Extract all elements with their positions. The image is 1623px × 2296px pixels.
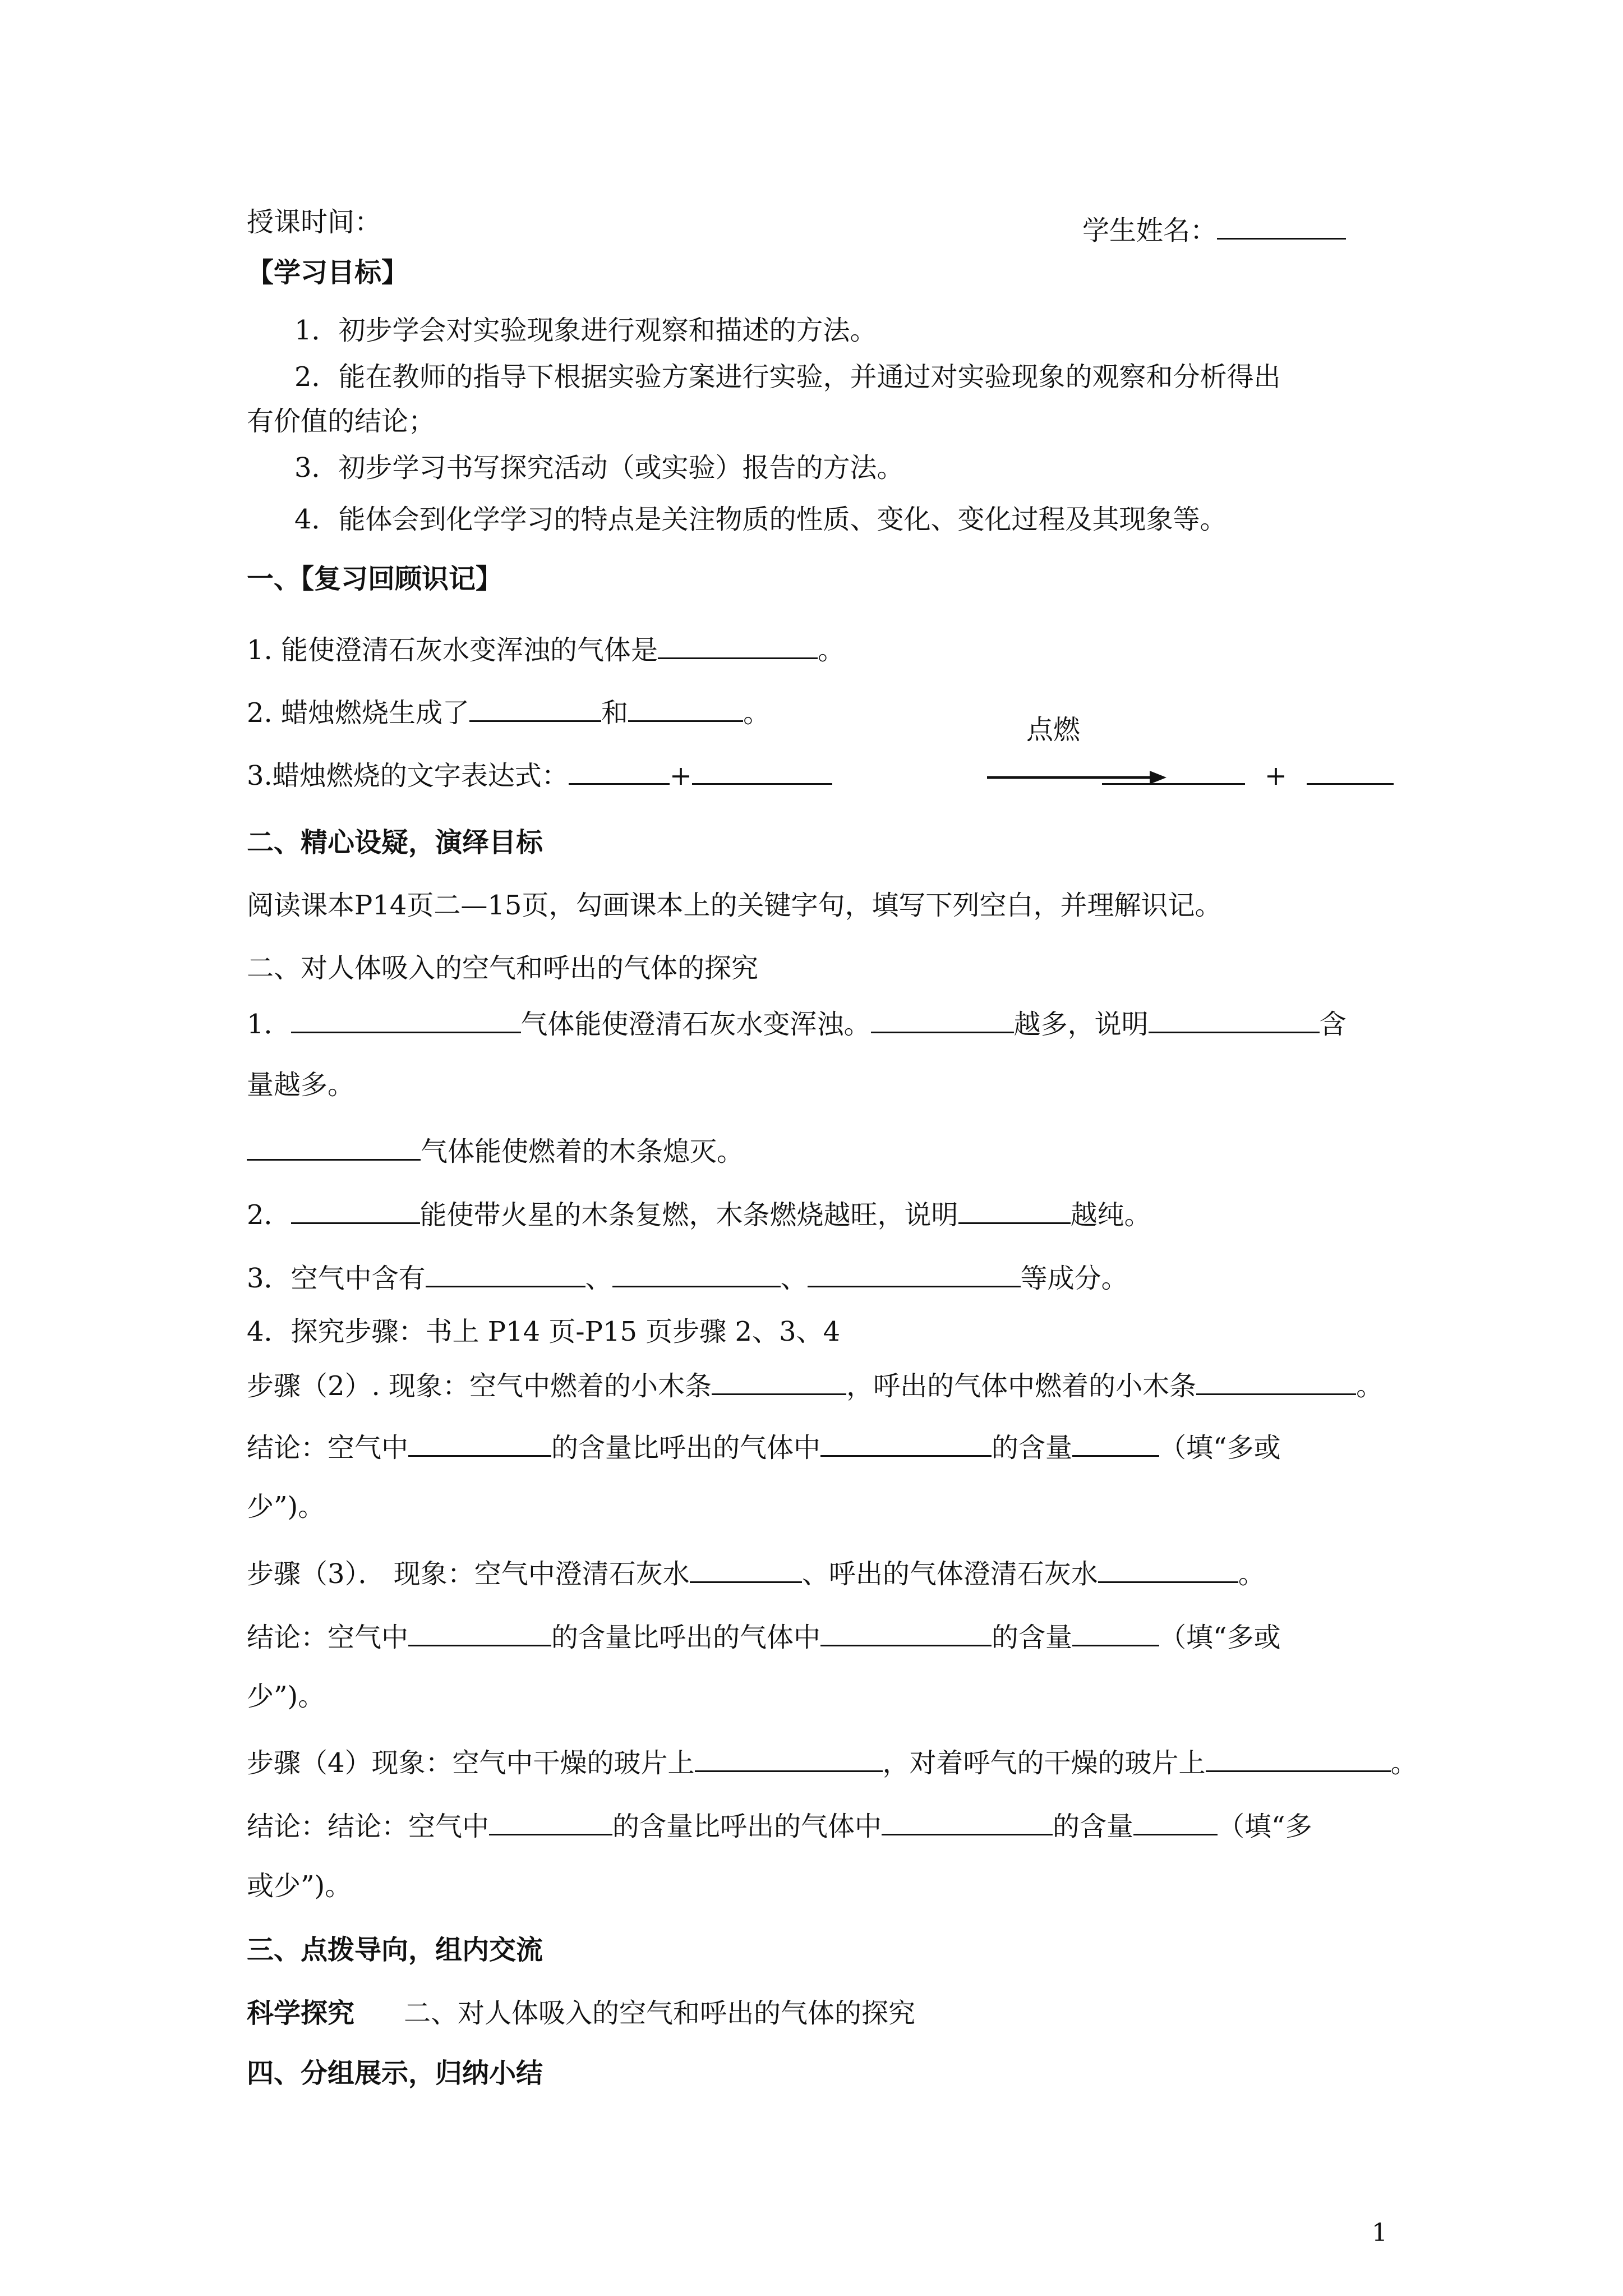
review-q2 [247,696,771,729]
reaction-condition: 点燃 [1026,714,1081,746]
conclusion-3-blank1[interactable] [408,1620,551,1646]
conclusion-4-cont: 或少”)。 [247,1870,352,1902]
item-2-text: 能使带火星的木条复燃，木条燃烧越旺，说明 [419,1199,958,1231]
conclusion-4-blank2[interactable] [882,1809,1053,1835]
item-2-blank1[interactable] [291,1198,420,1224]
plus-sign-2: + [1264,760,1288,792]
review-q3-blank2[interactable] [692,758,832,785]
review-q1-text: 1. 能使澄清石灰水变浑浊的气体是 [247,634,658,666]
item-1-num: 1． [247,1009,291,1040]
review-q3 [247,758,832,792]
review-q3-products [1102,758,1394,792]
objective-1: 1．初步学会对实验现象进行观察和描述的方法。 [294,315,877,346]
science-inquiry-line [247,2000,915,2027]
item-3-sep2: 、 [780,1263,808,1294]
conclusion-2-cont: 少”)。 [247,1491,325,1522]
review-q3-blank4[interactable] [1307,758,1394,785]
science-inquiry-label: 科学探究 [247,1998,355,2029]
item-1-line [247,1007,1347,1038]
review-q3-blank1[interactable] [569,758,670,785]
section2-subtitle: 二、对人体吸入的空气和呼出的气体的探究 [247,953,759,984]
conclusion-3-blank2[interactable] [820,1620,992,1646]
item-2-num: 2． [247,1199,291,1231]
conclusion-2-text2: 的含量比呼出的气体中 [551,1432,821,1464]
step-2-end: 。 [1356,1370,1384,1402]
step-4-text: 步骤（4）现象：空气中干燥的玻片上 [247,1747,695,1779]
review-q2-blank2[interactable] [628,696,743,722]
section4-title: 四、分组展示，归纳小结 [247,2058,543,2089]
conclusion-3-text2: 的含量比呼出的气体中 [551,1622,821,1653]
step-3-blank2[interactable] [1098,1557,1238,1583]
step-3-text2: 、呼出的气体澄清石灰水 [801,1558,1098,1590]
item-4-line: 4．探究步骤：书上 P14 页-P15 页步骤 2、3、4 [247,1316,841,1347]
item-3-blank2[interactable] [612,1261,781,1287]
conclusion-2-blank1[interactable] [408,1430,551,1457]
item-3-blank3[interactable] [808,1261,1021,1287]
item-3-end: 等成分。 [1020,1263,1128,1294]
review-q2-blank1[interactable] [469,696,601,722]
objective-3: 3．初步学习书写探究活动（或实验）报告的方法。 [294,452,904,484]
item-1-text3: 含 [1319,1009,1347,1040]
step-2-blank1[interactable] [712,1369,846,1395]
step-2-text2: ，呼出的气体中燃着的小木条 [846,1370,1197,1402]
review-q2-end: 。 [743,697,771,729]
science-inquiry-text: 二、对人体吸入的空气和呼出的气体的探究 [404,1998,916,2029]
review-q1 [247,633,845,664]
step-4-blank1[interactable] [695,1746,883,1772]
objective-2a: 2．能在教师的指导下根据实验方案进行实验，并通过对实验现象的观察和分析得出 [294,361,1281,393]
conclusion-2-text: 结论：空气中 [247,1432,409,1464]
step-2-blank2[interactable] [1196,1369,1356,1395]
item-2-line [247,1198,1151,1231]
conclusion-3-blank3[interactable] [1072,1620,1159,1646]
step-4-blank2[interactable] [1206,1746,1391,1772]
conclusion-4-text2: 的含量比呼出的气体中 [612,1811,882,1842]
item-3-sep1: 、 [585,1263,612,1294]
step-4-text2: ，对着呼气的干燥的玻片上 [882,1747,1206,1779]
page-number: 1 [1372,2219,1387,2247]
step-3-line [247,1557,1265,1588]
conclusion-4-hint: （填“多 [1218,1811,1312,1842]
review-q3-blank3[interactable] [1102,758,1245,785]
conclusion-4-line [247,1809,1312,1840]
review-q2-text: 2. 蜡烛燃烧生成了 [247,697,470,729]
item-1-text2: 越多，说明 [1013,1009,1149,1040]
review-q3-text: 3.蜡烛燃烧的文字表达式： [247,760,569,792]
item-1-blank1[interactable] [291,1007,521,1033]
conclusion-3-text3: 的含量 [992,1622,1073,1653]
objectives-title: 【学习目标】 [247,257,409,288]
conclusion-2-text3: 的含量 [992,1432,1073,1464]
item-3-blank1[interactable] [426,1261,585,1287]
conclusion-3-hint: （填“多或 [1159,1622,1281,1653]
objective-2b: 有价值的结论； [247,406,436,437]
name-label-text: 学生姓名： [1082,215,1218,246]
conclusion-2-blank2[interactable] [820,1430,992,1457]
step-3-text: 步骤（3）． 现象：空气中澄清石灰水 [247,1558,690,1590]
item-2-end: 越纯。 [1070,1199,1151,1231]
item-3-text: 3．空气中含有 [247,1263,426,1294]
review-q2-and: 和 [601,697,629,729]
conclusion-4-blank1[interactable] [489,1809,612,1835]
section2-title: 二、精心设疑，演绎目标 [247,827,543,858]
conclusion-4-text3: 的含量 [1053,1811,1134,1842]
item-1-blank3[interactable] [1149,1007,1320,1033]
item-3-line [247,1261,1128,1292]
plus-sign-1: + [669,760,693,792]
conclusion-4-text: 结论：结论：空气中 [247,1811,490,1842]
review-title: 一、【复习回顾识记】 [247,563,503,595]
step-3-blank1[interactable] [690,1557,802,1583]
step-4-end: 。 [1390,1747,1418,1779]
conclusion-3-text: 结论：空气中 [247,1622,409,1653]
reading-instruction: 阅读课本P14页二—15页，勾画课本上的关键字句，填写下列空白，并理解识记。 [247,890,1222,921]
review-q1-end: 。 [818,634,845,666]
student-name-field [1082,209,1346,247]
conclusion-4-blank3[interactable] [1133,1809,1218,1835]
item-1-extra-text: 气体能使燃着的木条熄灭。 [421,1136,744,1167]
conclusion-2-blank3[interactable] [1072,1430,1159,1457]
item-1-text: 气体能使澄清石灰水变浑浊。 [520,1009,871,1040]
review-q1-blank[interactable] [658,633,818,659]
step-2-line [247,1369,1383,1400]
step-4-line [247,1746,1418,1777]
item-1-cont: 量越多。 [247,1069,355,1101]
step-3-end: 。 [1238,1558,1265,1590]
objective-4: 4．能体会到化学学习的特点是关注物质的性质、变化、变化过程及其现象等。 [294,504,1227,535]
conclusion-3-cont: 少”)。 [247,1681,325,1712]
conclusion-3-line [247,1620,1281,1651]
time-label-text: 授课时间： [247,206,382,238]
section3-title: 三、点拨导向，组内交流 [247,1934,543,1966]
item-1-blank2[interactable] [871,1007,1014,1033]
conclusion-2-hint: （填“多或 [1159,1432,1281,1464]
item-1-extra [247,1134,744,1165]
time-label [247,206,382,238]
item-2-blank2[interactable] [958,1198,1071,1224]
name-blank[interactable] [1217,213,1346,240]
conclusion-2-line [247,1430,1281,1464]
step-2-text: 步骤（2）. 现象：空气中燃着的小木条 [247,1370,712,1402]
item-1-blank4[interactable] [247,1134,421,1161]
